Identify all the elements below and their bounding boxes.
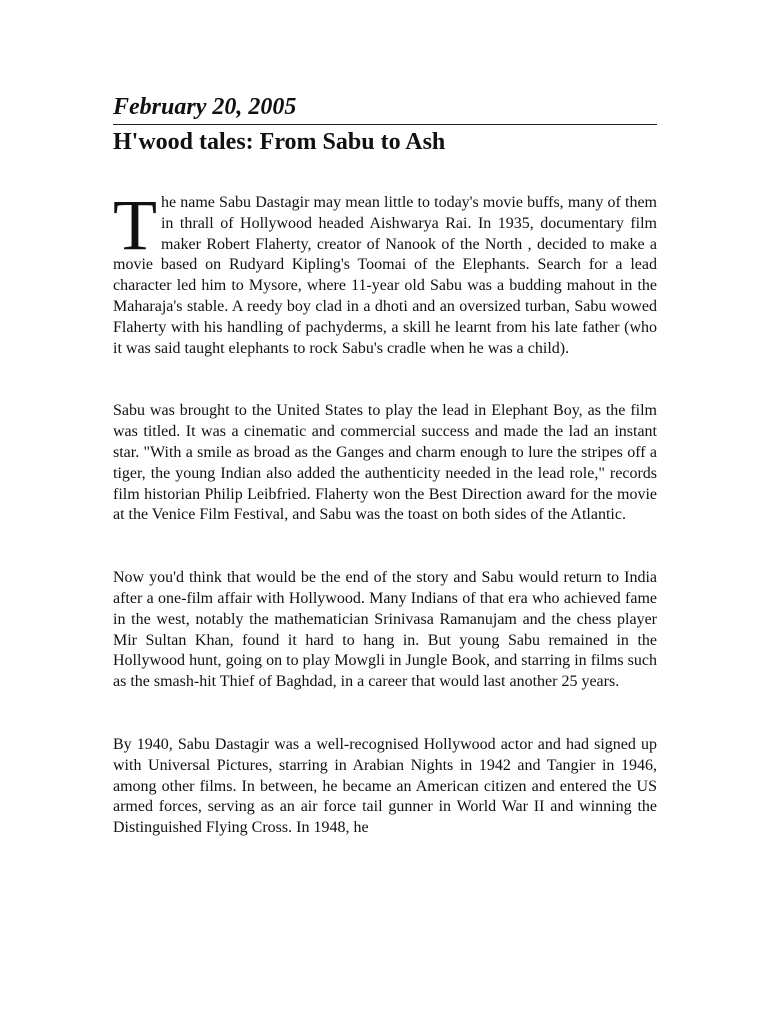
article-page (113, 92, 657, 839)
paragraph-2: Sabu was brought to the United States to play the lead in Elephant Boy, as the film was titled. It was a cinematic and commercial success and made the lad an instant star. "With a smile as broad as the Ganges and charm enough to lure the stripes off a tiger, the young Indian also added the authenticity needed in the lead role," records film historian Philip Leibfried. Flaherty won the Best Direction award for the movie at the Venice Film Festival, and Sabu was the toast on both sides of the Atlantic. (113, 402, 657, 524)
paragraph-1 (113, 185, 657, 359)
article-headline: H'wood tales: From Sabu to Ash (113, 129, 446, 155)
article-date: February 20, 2005 (113, 92, 657, 125)
paragraph-1-text: he name Sabu Dastagir may mean little to today's movie buffs, many of them in thrall of Hollywood headed Aishwarya Rai. In 1935, documentary film maker Robert Flaherty, creator of Nanook of the North , decided to make a movie based on Rudyard Kipling's Toomai of the Elephants. Search for a lead character led him to Mysore, where 11-year old Sabu was a budding mahout in the Maharaja's stable. A reedy boy clad in a dhoti and an oversized turban, Sabu wowed Flaherty with his handling of pachyderms, a skill he learnt from his late father (who it was said taught elephants to rock Sabu's cradle when he was a child). (113, 194, 657, 357)
paragraph-3: Now you'd think that would be the end of the story and Sabu would return to India after a one-film affair with Hollywood. Many Indians of that era who achieved fame in the west, notably the mathematician Srinivasa Ramanujam and the chess player Mir Sultan Khan, found it hard to hang in. But young Sabu remained in the Hollywood hunt, going on to play Mowgli in Jungle Book, and starring in films such as the smash-hit Thief of Baghdad, in a career that would last another 25 years. (113, 569, 657, 691)
paragraph-4: By 1940, Sabu Dastagir was a well-recognised Hollywood actor and had signed up with Universal Pictures, starring in Arabian Nights in 1942 and Tangier in 1946, among other films. In between, he became an American citizen and entered the US armed forces, serving as an air force tail gunner in World War II and winning the Distinguished Flying Cross. In 1948, he (113, 735, 657, 837)
drop-cap: T (113, 185, 157, 265)
